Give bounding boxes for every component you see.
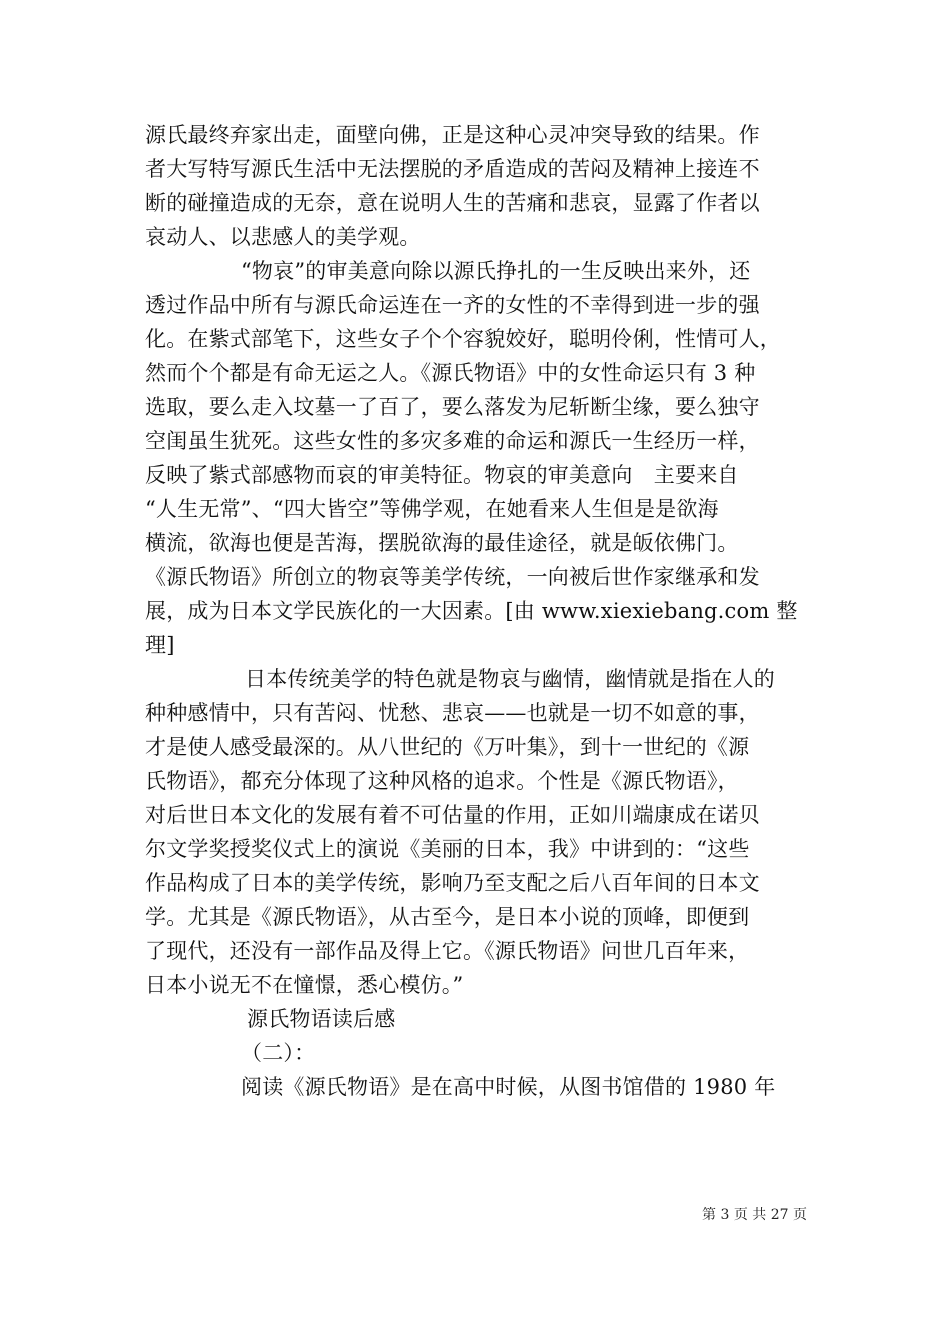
section-title-text: 源氏物语读后感 xyxy=(247,1007,396,1031)
text-line: 作品构成了日本的美学传统，影响乃至支配之后八百年间的日本文 xyxy=(145,871,760,895)
text-line: 尔文学奖授奖仪式上的演说《美丽的日本，我》中讲到的：“这些 xyxy=(145,837,750,861)
text-line: 氏物语》，都充分体现了这种风格的追求。个性是《源氏物语》， xyxy=(145,769,739,793)
page-footer: 第 3 页 共 27 页 xyxy=(702,1207,807,1223)
text-line-content: 日本传统美学的特色就是物哀与幽情，幽情就是指在人的 xyxy=(245,667,775,691)
text-line: 日本小说无不在憧憬，悉心模仿。” xyxy=(145,973,464,997)
section-title xyxy=(145,1002,807,1036)
text-line: 空闺虽生犹死。这些女性的多灾多难的命运和源氏一生经历一样， xyxy=(145,429,760,453)
text-line: 反映了紫式部感物而哀的审美特征。物哀的审美意向 主要来自 xyxy=(145,463,739,487)
text-line: 才是使人感受最深的。从八世纪的《万叶集》，到十一世纪的《源 xyxy=(145,735,750,759)
text-line: 展，成为日本文学民族化的一大因素。[由 www.xiexiebang.com 整 xyxy=(145,599,798,623)
text-line: 源氏最终弃家出走，面壁向佛，正是这种心灵冲突导致的结果。作 xyxy=(145,123,760,147)
text-line: 选取，要么走入坟墓一了百了，要么落发为尼斩断尘缘，要么独守 xyxy=(145,395,760,419)
paragraph-4 xyxy=(145,1070,807,1104)
text-line: 理] xyxy=(145,633,175,657)
paragraph-1 xyxy=(145,118,807,254)
text-line: 对后世日本文化的发展有着不可估量的作用，正如川端康成在诺贝 xyxy=(145,803,760,827)
text-line: 种种感情中，只有苦闷、忧愁、悲哀——也就是一切不如意的事， xyxy=(145,701,760,725)
text-line xyxy=(145,254,807,288)
text-line-content: “物哀”的审美意向除以源氏挣扎的一生反映出来外，还 xyxy=(241,259,751,283)
section-number-text: （二）： xyxy=(241,1041,316,1065)
document-body xyxy=(145,118,807,1104)
text-line xyxy=(145,662,807,696)
text-line: 断的碰撞造成的无奈，意在说明人生的苦痛和悲哀，显露了作者以 xyxy=(145,191,760,215)
text-line: 《源氏物语》所创立的物哀等美学传统，一向被后世作家继承和发 xyxy=(145,565,760,589)
paragraph-2 xyxy=(145,254,807,662)
text-line: 学。尤其是《源氏物语》，从古至今，是日本小说的顶峰，即便到 xyxy=(145,905,750,929)
text-line: 然而个个都是有命无运之人。《源氏物语》中的女性命运只有 3 种 xyxy=(145,361,756,385)
text-line: 化。在紫式部笔下，这些女子个个容貌姣好，聪明伶俐，性情可人， xyxy=(145,327,781,351)
text-line: 透过作品中所有与源氏命运连在一齐的女性的不幸得到进一步的强 xyxy=(145,293,760,317)
text-line: 了现代，还没有一部作品及得上它。《源氏物语》问世几百年来， xyxy=(145,939,750,963)
section-number xyxy=(145,1036,807,1070)
text-line: 横流，欲海也便是苦海，摆脱欲海的最佳途径，就是皈依佛门。 xyxy=(145,531,739,555)
paragraph-3 xyxy=(145,662,807,1002)
text-line: “人生无常”、“四大皆空”等佛学观，在她看来人生但是是欲海 xyxy=(145,497,719,521)
text-line: 哀动人、以悲感人的美学观。 xyxy=(145,225,421,249)
text-line: 者大写特写源氏生活中无法摆脱的矛盾造成的苦闷及精神上接连不 xyxy=(145,157,760,181)
text-line-content: 阅读《源氏物语》是在高中时候，从图书馆借的 1980 年 xyxy=(241,1075,776,1099)
